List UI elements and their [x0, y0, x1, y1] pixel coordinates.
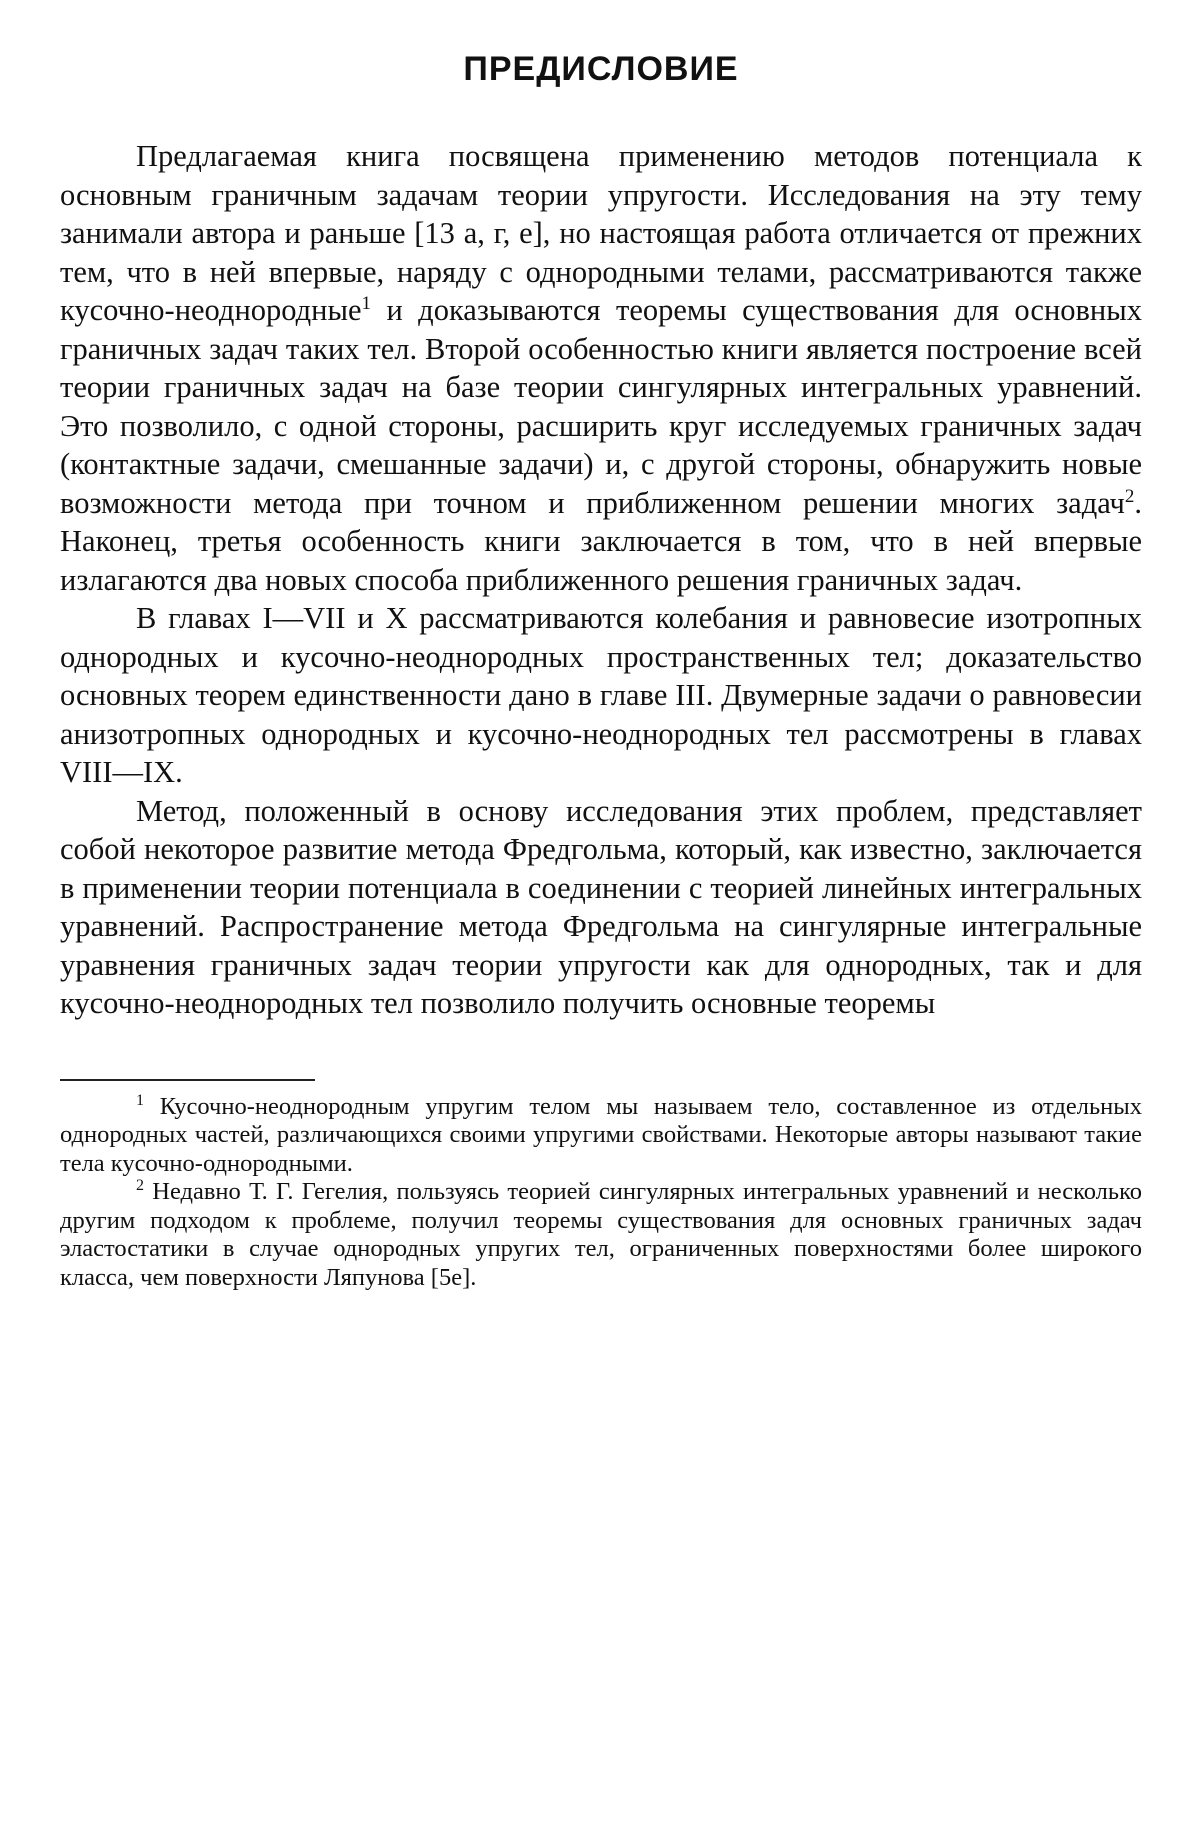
paragraph-3	[60, 792, 1142, 1023]
footnote-1-text: Кусочно-неоднородным упругим телом мы называем тело, составленное из отдельных однородных частей, различающихся своими упругими свойствами. Некоторые авторы называют такие тела кусочно-однородными.	[60, 1092, 1142, 1177]
footnote-2-mark: 2	[136, 1176, 144, 1194]
paragraph-2-text: В главах I—VII и X рассматриваются колебания и равновесие изотропных однородных и кусочно-неоднородных пространственных тел; доказательство основных теорем единственности дано в главе III. Двумерные задачи о равновесии анизотропных однородных и кусочно-неоднородных тел рассмотрены в главах VIII—IX.	[60, 601, 1142, 789]
paragraph-1-text-c: . Наконец, третья особенность книги заключается в том, что в ней впервые излагаются два новых способа приближенного решения граничных задач.	[60, 485, 1142, 597]
footnote-separator	[60, 1079, 315, 1081]
body-text	[60, 137, 1142, 1023]
paragraph-3-text: Метод, положенный в основу исследования этих проблем, представляет собой некоторое развитие метода Фредгольма, который, как известно, заключается в применении теории потенциала в соединении с теорией линейных интегральных уравнений. Распространение метода Фредгольма на сингулярные интегральные уравнения граничных задач теории упругости как для однородных, так и для кусочно-неоднородных тел позволило получить основные теоремы	[60, 793, 1142, 1020]
paragraph-1-text-b: и доказываются теоремы существования для основных граничных задач таких тел. Второй особенностью книги является построение всей теории граничных задач на базе теории сингулярных интегральных уравнений. Это позволило, с одной стороны, расширить круг исследуемых граничных задач (контактные задачи, смешанные задачи) и, с другой стороны, обнаружить новые возможности метода при точном и приближенном решении многих задач	[60, 293, 1142, 520]
footnote-ref-2: 2	[1124, 485, 1135, 507]
footnote-2-text: Недавно Т. Г. Гегелия, пользуясь теорией сингулярных интегральных уравнений и несколько другим подходом к проблеме, получил теоремы существования для основных граничных задач эластостатики в случае однородных упругих тел, ограниченных поверхностями более широкого класса, чем поверхности Ляпунова [5е].	[60, 1178, 1142, 1291]
footnote-1-mark: 1	[136, 1091, 144, 1109]
paragraph-1-text-a: Предлагаемая книга посвящена применению методов потенциала к основным граничным задачам теории упругости. Исследования на эту тему занимали автора и раньше [13 а, г, е], но настоящая работа отличается от прежних тем, что в ней впервые, наряду с однородными телами, рассматриваются также кусочно-неоднородные	[60, 139, 1142, 327]
paragraph-1	[60, 137, 1142, 599]
footnote-1	[60, 1093, 1142, 1179]
footnote-ref-1: 1	[361, 292, 372, 314]
paragraph-2	[60, 599, 1142, 792]
footnotes	[60, 1093, 1142, 1293]
document-page	[60, 50, 1142, 1292]
page-title: ПРЕДИСЛОВИЕ	[463, 50, 739, 88]
footnote-2	[60, 1178, 1142, 1292]
